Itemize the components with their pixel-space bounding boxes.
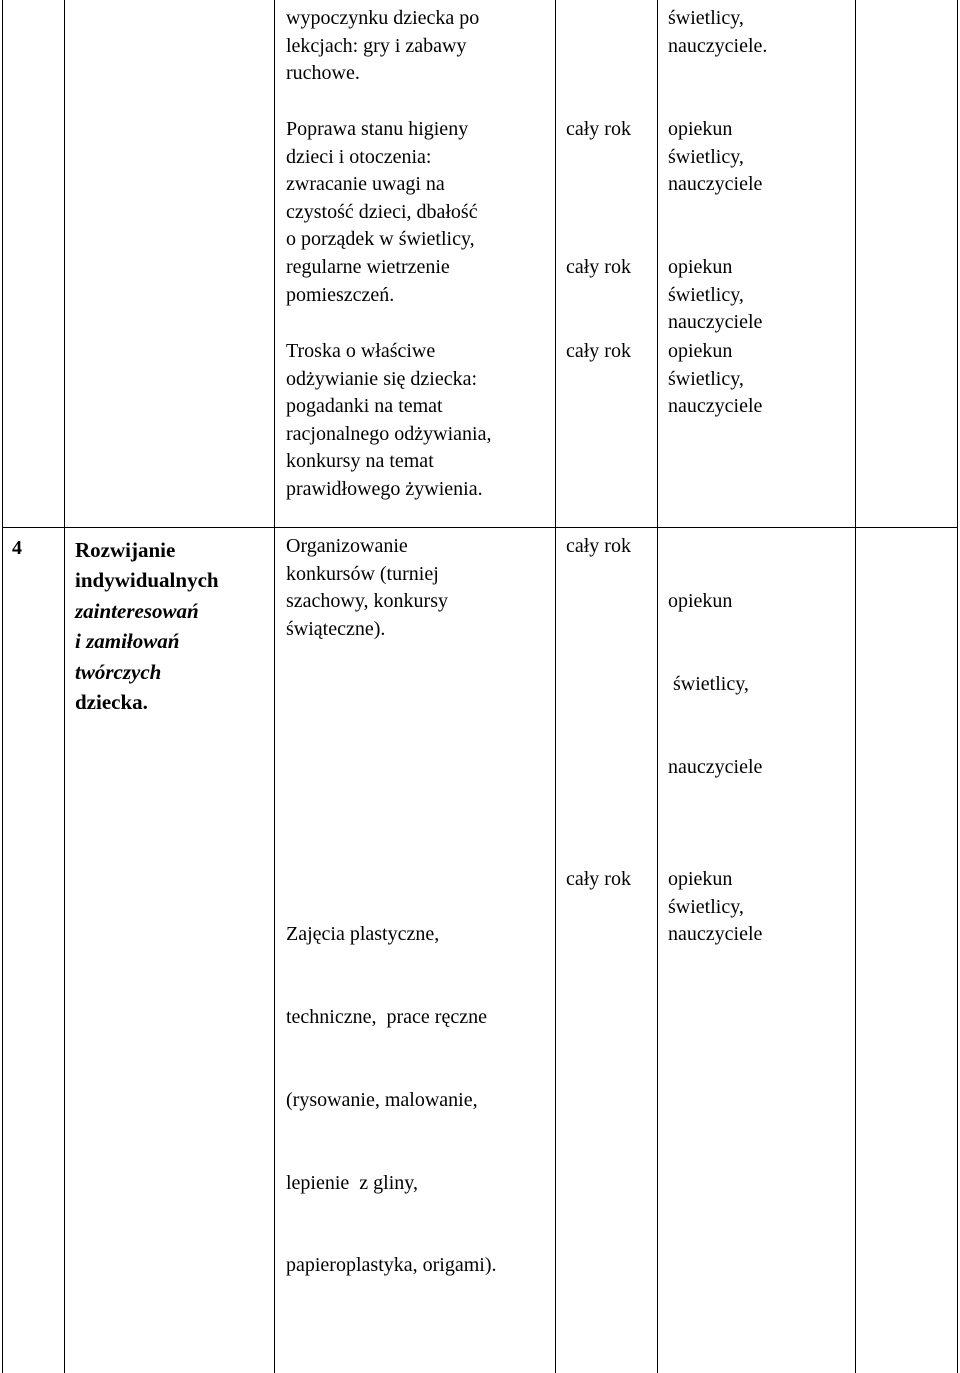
activity-text-top [286, 5, 479, 88]
responsible-hygiene-1 [668, 116, 762, 199]
goal-text [75, 535, 219, 717]
activity-art [286, 866, 497, 1308]
text-line: konkursy na temat [286, 450, 434, 473]
text-line: nauczyciele [668, 395, 763, 418]
text-line: dzieci i otoczenia: [286, 145, 432, 168]
responsible-text-top [668, 5, 767, 60]
column-divider-5 [855, 0, 856, 1373]
text-line: czystość dzieci, dbałość [286, 200, 478, 223]
text-line: Zajęcia plastyczne, [286, 923, 440, 946]
text-line: nauczyciele [668, 173, 763, 196]
text-line: odżywianie się dziecka: [286, 367, 478, 390]
text-line: lekcjach: gry i zabawy [286, 34, 467, 57]
text-line: techniczne, prace ręczne [286, 1005, 487, 1028]
column-divider-2 [274, 0, 275, 1373]
text-line: zwracanie uwagi na [286, 173, 445, 196]
text-line: regularne wietrzenie [286, 255, 450, 278]
text-line: Troska o właściwe [286, 340, 436, 362]
text-line: lepienie z gliny, [286, 1171, 418, 1194]
text-line: i zamiłowań [75, 629, 180, 654]
text-line: nauczyciele [668, 923, 763, 946]
term-contests: cały rok [566, 535, 631, 557]
text-line: opiekun [668, 868, 733, 890]
text-line: dziecka. [75, 690, 148, 715]
text-line: konkursów (turniej [286, 562, 439, 585]
text-line: wypoczynku dziecka po [286, 7, 480, 29]
text-line: opiekun [668, 340, 733, 362]
table-border-left [2, 0, 3, 1373]
term-hygiene-2: cały rok [566, 256, 631, 278]
text-line: nauczyciele [668, 755, 763, 778]
text-line: świetlicy, [668, 283, 744, 306]
term-art: cały rok [566, 868, 631, 890]
activity-contests [286, 533, 448, 643]
column-divider-3 [555, 0, 556, 1373]
text-line: świetlicy, [668, 895, 744, 918]
text-line: nauczyciele. [668, 34, 768, 57]
term-hygiene-1: cały rok [566, 118, 631, 140]
row-divider [2, 527, 958, 528]
column-divider-4 [657, 0, 658, 1373]
responsible-hygiene-2 [668, 254, 762, 337]
responsible-art [668, 866, 762, 949]
text-line: opiekun [668, 590, 733, 613]
text-line: opiekun [668, 256, 733, 278]
text-line: prawidłowego żywienia. [286, 477, 483, 500]
column-divider-1 [64, 0, 65, 1373]
text-line: Organizowanie [286, 535, 408, 557]
text-line: pomieszczeń. [286, 283, 395, 306]
text-line: Rozwijanie [75, 538, 176, 562]
text-line: indywidualnych [75, 568, 219, 593]
text-line: świetlicy, [668, 367, 744, 390]
responsible-hygiene-3 [668, 338, 762, 421]
text-line: świetlicy, [668, 145, 744, 168]
text-line: opiekun [668, 118, 733, 140]
text-line: nauczyciele [668, 311, 763, 334]
text-line: (rysowanie, malowanie, [286, 1088, 478, 1111]
text-line: świetlicy, [668, 672, 749, 695]
activity-nutrition [286, 338, 491, 504]
text-line: racjonalnego odżywiania, [286, 422, 492, 445]
text-line: o porządek w świetlicy, [286, 228, 475, 251]
table-border-right [957, 0, 958, 1373]
text-line: szachowy, konkursy [286, 590, 449, 613]
row-number: 4 [12, 537, 22, 559]
text-line: pogadanki na temat [286, 395, 443, 418]
text-line: zainteresowań [75, 598, 199, 623]
text-line: świetlicy, [668, 7, 744, 29]
text-line: świąteczne). [286, 617, 386, 640]
text-line: papieroplastyka, origami). [286, 1254, 497, 1277]
term-hygiene-3: cały rok [566, 340, 631, 362]
text-line: ruchowe. [286, 62, 360, 85]
text-line: twórczych [75, 659, 162, 684]
activity-hygiene [286, 116, 478, 309]
text-line: Poprawa stanu higieny [286, 118, 469, 140]
responsible-contests [668, 533, 762, 809]
